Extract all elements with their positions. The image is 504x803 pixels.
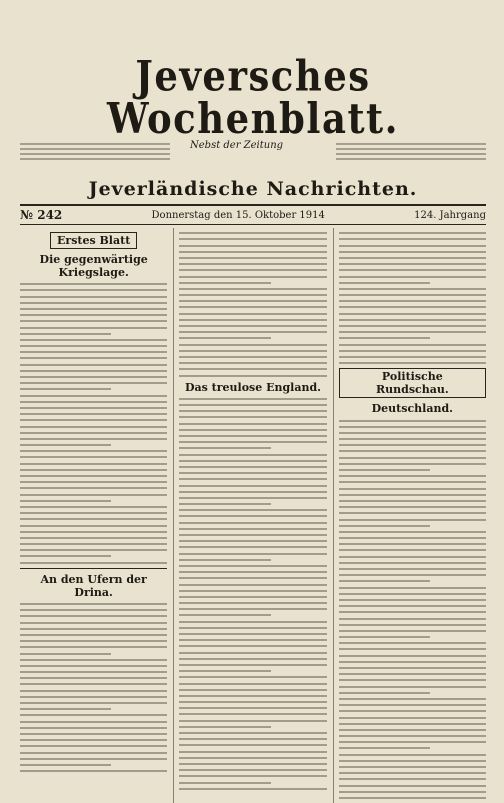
text-line <box>339 673 486 675</box>
text-line <box>179 435 326 437</box>
text-line <box>339 766 486 768</box>
text-line <box>20 518 167 520</box>
text-line <box>339 450 486 452</box>
text-line <box>20 296 167 298</box>
text-line <box>339 294 486 296</box>
kriegslage-body <box>20 283 167 563</box>
text-line <box>339 717 486 719</box>
text-line <box>339 686 486 688</box>
text-line <box>20 475 167 477</box>
text-line <box>20 665 167 667</box>
text-line <box>179 485 326 487</box>
text-line <box>339 574 486 576</box>
kriegslage-heading: Die gegenwärtige Kriegslage. <box>39 253 148 279</box>
text-line <box>179 565 326 567</box>
text-line <box>339 512 486 514</box>
treulose-england-heading: Das treulose England. <box>184 380 321 394</box>
text-line <box>179 319 326 321</box>
text-line <box>339 791 486 793</box>
text-line <box>179 571 326 573</box>
text-line <box>179 577 326 579</box>
text-line <box>20 537 167 539</box>
text-line <box>339 778 486 780</box>
text-line <box>20 450 167 452</box>
text-line <box>339 288 486 290</box>
text-line <box>339 331 486 333</box>
text-line <box>20 481 167 483</box>
text-line <box>20 640 167 642</box>
text-line <box>20 733 167 735</box>
text-line <box>179 633 326 635</box>
text-line <box>339 648 486 650</box>
text-line <box>20 653 111 655</box>
column-2 <box>173 228 326 803</box>
text-line <box>179 294 326 296</box>
masthead-subtitle: Jeverländische Nachrichten. <box>88 178 418 200</box>
text-line <box>339 754 486 756</box>
text-line <box>179 676 326 678</box>
text-line <box>179 788 326 790</box>
text-line <box>179 546 326 548</box>
text-line <box>339 306 486 308</box>
text-line <box>179 350 326 352</box>
issue-year: 124. Jahrgang <box>414 209 486 221</box>
text-line <box>339 549 486 551</box>
text-line <box>179 763 326 765</box>
text-line <box>20 345 167 347</box>
masthead-nebst: Nebst der Zeitung <box>190 140 284 151</box>
text-line <box>339 232 486 234</box>
text-line <box>20 549 167 551</box>
text-line <box>20 351 167 353</box>
text-line <box>20 708 111 710</box>
text-line <box>179 775 326 777</box>
text-line <box>179 627 326 629</box>
text-line <box>179 608 326 610</box>
text-line <box>339 282 430 284</box>
feuilleton-title: An den Ufern der Drina. <box>40 572 147 599</box>
text-line <box>339 599 486 601</box>
text-line <box>339 475 486 477</box>
text-line <box>20 628 167 630</box>
masthead-subrow <box>20 136 486 176</box>
text-line <box>20 745 167 747</box>
text-line <box>179 269 326 271</box>
text-line <box>20 419 167 421</box>
text-line <box>20 302 167 304</box>
text-line <box>20 289 167 291</box>
text-line <box>179 534 326 536</box>
text-line <box>179 460 326 462</box>
text-line <box>20 671 167 673</box>
text-line <box>20 395 167 397</box>
text-line <box>179 478 326 480</box>
text-line <box>179 263 326 265</box>
text-line <box>20 739 167 741</box>
text-line <box>20 512 167 514</box>
text-line <box>179 559 270 561</box>
text-line <box>179 658 326 660</box>
text-line <box>179 313 326 315</box>
text-line <box>339 238 486 240</box>
text-line <box>20 388 111 390</box>
masthead-fine-print-left <box>20 140 170 163</box>
text-line <box>179 695 326 697</box>
text-line <box>20 770 167 772</box>
text-line <box>20 463 167 465</box>
text-line <box>179 362 326 364</box>
text-line <box>179 368 326 370</box>
text-line <box>179 503 270 505</box>
text-line <box>179 664 326 666</box>
text-line <box>20 714 167 716</box>
text-line <box>339 313 486 315</box>
text-line <box>20 622 167 624</box>
text-line <box>179 528 326 530</box>
text-line <box>339 729 486 731</box>
text-line <box>179 416 326 418</box>
text-line <box>339 580 430 582</box>
text-line <box>339 692 430 694</box>
text-line <box>20 506 167 508</box>
text-line <box>179 398 326 400</box>
text-line <box>179 325 326 327</box>
text-line <box>179 751 326 753</box>
text-line <box>179 466 326 468</box>
text-line <box>339 531 486 533</box>
text-line <box>339 568 486 570</box>
text-line <box>339 710 486 712</box>
issue-number: № 242 <box>20 208 63 222</box>
text-line <box>339 655 486 657</box>
text-line <box>179 590 326 592</box>
text-line <box>179 645 326 647</box>
text-line <box>339 519 486 521</box>
text-line <box>339 698 486 700</box>
text-line <box>179 639 326 641</box>
text-line <box>20 357 167 359</box>
text-line <box>339 506 486 508</box>
text-line <box>339 723 486 725</box>
text-line <box>339 704 486 706</box>
text-line <box>339 438 486 440</box>
text-line <box>339 636 430 638</box>
text-line <box>179 497 326 499</box>
text-line <box>339 747 430 749</box>
text-line <box>339 611 486 613</box>
masthead-fine-print-right <box>336 140 486 163</box>
text-line <box>179 356 326 358</box>
text-line <box>339 337 430 339</box>
text-line <box>339 269 486 271</box>
text-line <box>20 543 167 545</box>
text-line <box>20 456 167 458</box>
text-line <box>20 487 167 489</box>
text-line <box>339 760 486 762</box>
text-line <box>339 642 486 644</box>
text-line <box>339 667 486 669</box>
text-line <box>20 677 167 679</box>
text-line <box>339 325 486 327</box>
text-line <box>179 257 326 259</box>
text-line <box>339 251 486 253</box>
text-line <box>179 344 326 346</box>
text-line <box>339 350 486 352</box>
text-line <box>179 276 326 278</box>
text-line <box>20 609 167 611</box>
text-line <box>339 735 486 737</box>
masthead-title: Jeversches Wochenblatt. <box>106 50 400 144</box>
text-line <box>20 500 111 502</box>
text-line <box>20 525 167 527</box>
text-line <box>20 531 167 533</box>
col2-body-bottom <box>179 398 326 790</box>
text-line <box>179 288 326 290</box>
text-line <box>179 614 270 616</box>
text-line <box>179 515 326 517</box>
text-line <box>20 401 167 403</box>
text-line <box>179 683 326 685</box>
text-line <box>339 556 486 558</box>
text-line <box>339 276 486 278</box>
text-line <box>339 319 486 321</box>
text-line <box>339 562 486 564</box>
text-line <box>339 525 430 527</box>
text-line <box>179 553 326 555</box>
text-line <box>339 593 486 595</box>
text-line <box>20 764 111 766</box>
text-line <box>179 410 326 412</box>
text-line <box>179 331 326 333</box>
text-line <box>20 438 167 440</box>
text-line <box>20 314 167 316</box>
text-line <box>179 689 326 691</box>
text-line <box>339 605 486 607</box>
text-line <box>339 630 486 632</box>
text-line <box>179 441 326 443</box>
text-line <box>179 713 326 715</box>
text-line <box>179 472 326 474</box>
text-line <box>339 679 486 681</box>
text-line <box>20 407 167 409</box>
text-line <box>179 522 326 524</box>
text-line <box>20 320 167 322</box>
col3-body-bottom <box>339 420 486 799</box>
text-line <box>20 615 167 617</box>
text-line <box>179 769 326 771</box>
text-line <box>179 602 326 604</box>
feuilleton-body <box>20 603 167 772</box>
text-line <box>20 283 167 285</box>
text-line <box>179 429 326 431</box>
text-line <box>20 634 167 636</box>
text-line <box>339 500 486 502</box>
text-line <box>339 457 486 459</box>
text-line <box>20 364 167 366</box>
politische-rundschau-heading: Politische Rundschau. <box>339 368 486 398</box>
text-line <box>339 463 486 465</box>
column-3 <box>333 228 486 803</box>
text-line <box>20 758 167 760</box>
text-line <box>339 245 486 247</box>
text-line <box>339 785 486 787</box>
columns <box>20 228 486 803</box>
text-line <box>20 702 167 704</box>
text-line <box>20 413 167 415</box>
text-line <box>20 308 167 310</box>
erstes-blatt-heading: Erstes Blatt <box>50 232 137 249</box>
text-line <box>339 661 486 663</box>
text-line <box>339 432 486 434</box>
text-line <box>339 344 486 346</box>
text-line <box>179 423 326 425</box>
text-line <box>20 333 111 335</box>
text-line <box>179 701 326 703</box>
text-line <box>20 376 167 378</box>
text-line <box>179 306 326 308</box>
text-line <box>339 741 486 743</box>
text-line <box>20 562 167 564</box>
column-1 <box>20 228 167 803</box>
text-line <box>179 596 326 598</box>
text-line <box>20 555 111 557</box>
dateline <box>20 204 486 225</box>
text-line <box>20 469 167 471</box>
text-line <box>339 543 486 545</box>
text-line <box>179 720 326 722</box>
col3-body-top <box>339 232 486 364</box>
text-line <box>20 444 111 446</box>
text-line <box>179 337 270 339</box>
text-line <box>20 370 167 372</box>
text-line <box>339 356 486 358</box>
text-line <box>179 744 326 746</box>
text-line <box>20 339 167 341</box>
text-line <box>339 300 486 302</box>
text-line <box>339 488 486 490</box>
deutschland-subheading: Deutschland. <box>371 402 453 416</box>
text-line <box>339 624 486 626</box>
text-line <box>20 382 167 384</box>
text-line <box>179 251 326 253</box>
text-line <box>20 426 167 428</box>
text-line <box>179 540 326 542</box>
text-line <box>179 447 270 449</box>
text-line <box>20 690 167 692</box>
text-line <box>179 238 326 240</box>
text-line <box>179 282 270 284</box>
text-line <box>20 327 167 329</box>
text-line <box>20 432 167 434</box>
text-line <box>20 683 167 685</box>
text-line <box>179 245 326 247</box>
text-line <box>179 738 326 740</box>
text-line <box>339 587 486 589</box>
text-line <box>339 426 486 428</box>
text-line <box>179 732 326 734</box>
text-line <box>339 494 486 496</box>
text-line <box>179 375 326 377</box>
text-line <box>339 772 486 774</box>
text-line <box>179 232 326 234</box>
text-line <box>179 757 326 759</box>
text-line <box>339 362 486 364</box>
text-line <box>339 257 486 259</box>
column-rule <box>20 568 167 569</box>
text-line <box>339 420 486 422</box>
issue-date: Donnerstag den 15. Oktober 1914 <box>151 209 325 221</box>
text-line <box>339 469 430 471</box>
text-line <box>179 621 326 623</box>
text-line <box>179 454 326 456</box>
text-line <box>339 797 486 799</box>
text-line <box>179 509 326 511</box>
text-line <box>179 652 326 654</box>
text-line <box>339 618 486 620</box>
text-line <box>20 603 167 605</box>
text-line <box>20 659 167 661</box>
text-line <box>179 782 270 784</box>
text-line <box>179 491 326 493</box>
col2-body-top <box>179 232 326 376</box>
text-line <box>339 444 486 446</box>
text-line <box>20 721 167 723</box>
text-line <box>20 752 167 754</box>
text-line <box>179 584 326 586</box>
text-line <box>339 537 486 539</box>
text-line <box>179 300 326 302</box>
text-line <box>179 404 326 406</box>
text-line <box>20 646 167 648</box>
text-line <box>339 481 486 483</box>
text-line <box>339 263 486 265</box>
text-line <box>20 696 167 698</box>
text-line <box>20 494 167 496</box>
text-line <box>179 707 326 709</box>
text-line <box>179 670 270 672</box>
